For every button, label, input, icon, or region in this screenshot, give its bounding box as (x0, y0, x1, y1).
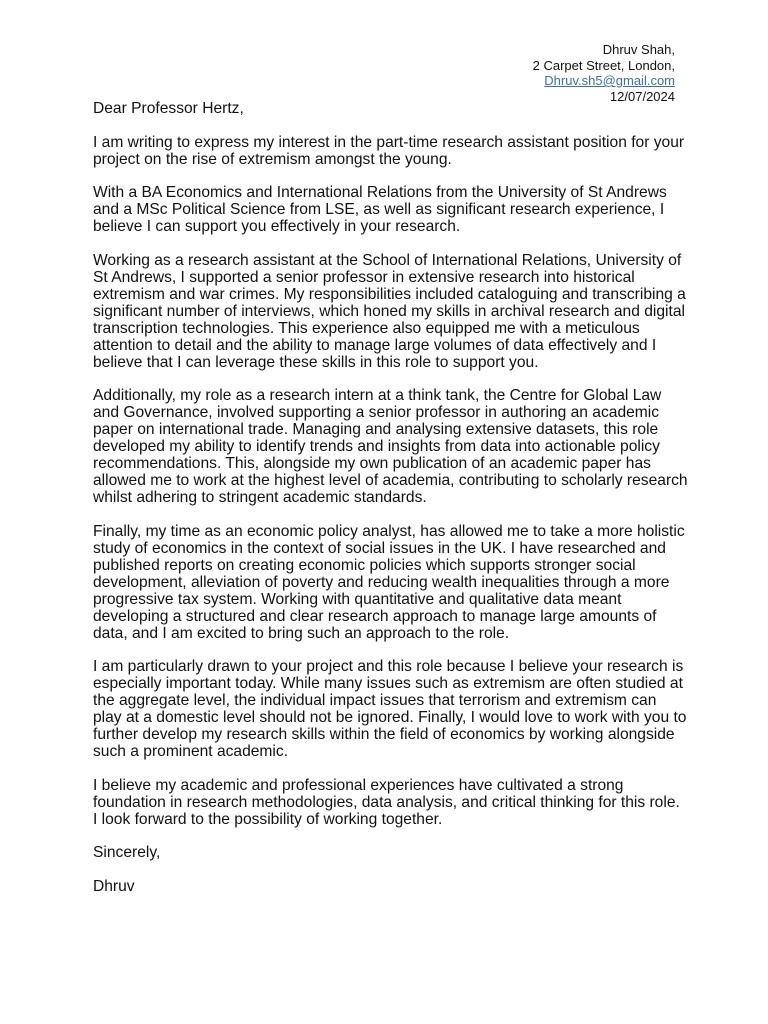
letter-date: 12/07/2024 (609, 88, 675, 104)
signature: Dhruv (93, 877, 135, 895)
paragraph-3: Working as a research assistant at the School of International Relations, University of St Andrews, I supported a senior professor in extensive research into historical extremism and war crimes. My responsibilities included cataloguing and transcribing a significant number of interviews, which honed my skills in archival research and digital transcription technologies. This experience also equipped me with a meticulous attention to detail and the ability to manage large volumes of data effectively and I believe that I can leverage these skills in this role to support you. (93, 251, 686, 371)
letter-body (93, 100, 688, 911)
paragraph-5: Finally, my time as an economic policy analyst, has allowed me to take a more holistic study of economics in the context of social issues in the UK. I have researched and published reports on creating economic policies which supports stronger social development, alleviation of poverty and reducing wealth inequalities through a more progressive tax system. Working with quantitative and qualitative data meant developing a structured and clear research approach to manage large amounts of data, and I am excited to bring such an approach to the role. (93, 522, 685, 642)
sender-address-block (533, 42, 675, 104)
sender-email-link[interactable]: Dhruv.sh5@gmail.com (544, 73, 675, 88)
paragraph-7: I believe my academic and professional experiences have cultivated a strong foundation in research methodologies, data analysis, and critical thinking for this role. I look forward to the possibility of working together. (93, 776, 680, 828)
paragraph-2: With a BA Economics and International Relations from the University of St Andrews and a MSc Political Science from LSE, as well as significant research experience, I believe I can support you effectively in your research. (93, 184, 667, 235)
sender-street: 2 Carpet Street, London, (532, 57, 675, 73)
paragraph-6: I am particularly drawn to your project and this role because I believe your research is especially important today. While many issues such as extremism are often studied at the aggregate level, the individual impact issues that terrorism and extremism can play at a domestic level should not be ignored. Finally, I would love to work with you to further develop my research skills within the field of economics by working alongside such a prominent academic. (93, 658, 687, 760)
salutation: Dear Professor Hertz, (93, 100, 244, 117)
paragraph-1: I am writing to express my interest in the part-time research assistant position for your project on the rise of extremism amongst the young. (93, 133, 685, 168)
sender-name: Dhruv Shah, (602, 42, 675, 57)
paragraph-4: Additionally, my role as a research intern at a think tank, the Centre for Global Law and Governance, involved supporting a senior professor in authoring an academic paper on international trade. Managing and analysing extensive datasets, this role developed my ability to identify trends and insights from data into actionable policy recommendations. This, alongside my own publication of an academic paper has allowed me to work at the highest level of academia, contributing to scholarly research whilst adhering to stringent academic standards. (93, 387, 688, 506)
closing: Sincerely, (93, 844, 161, 861)
